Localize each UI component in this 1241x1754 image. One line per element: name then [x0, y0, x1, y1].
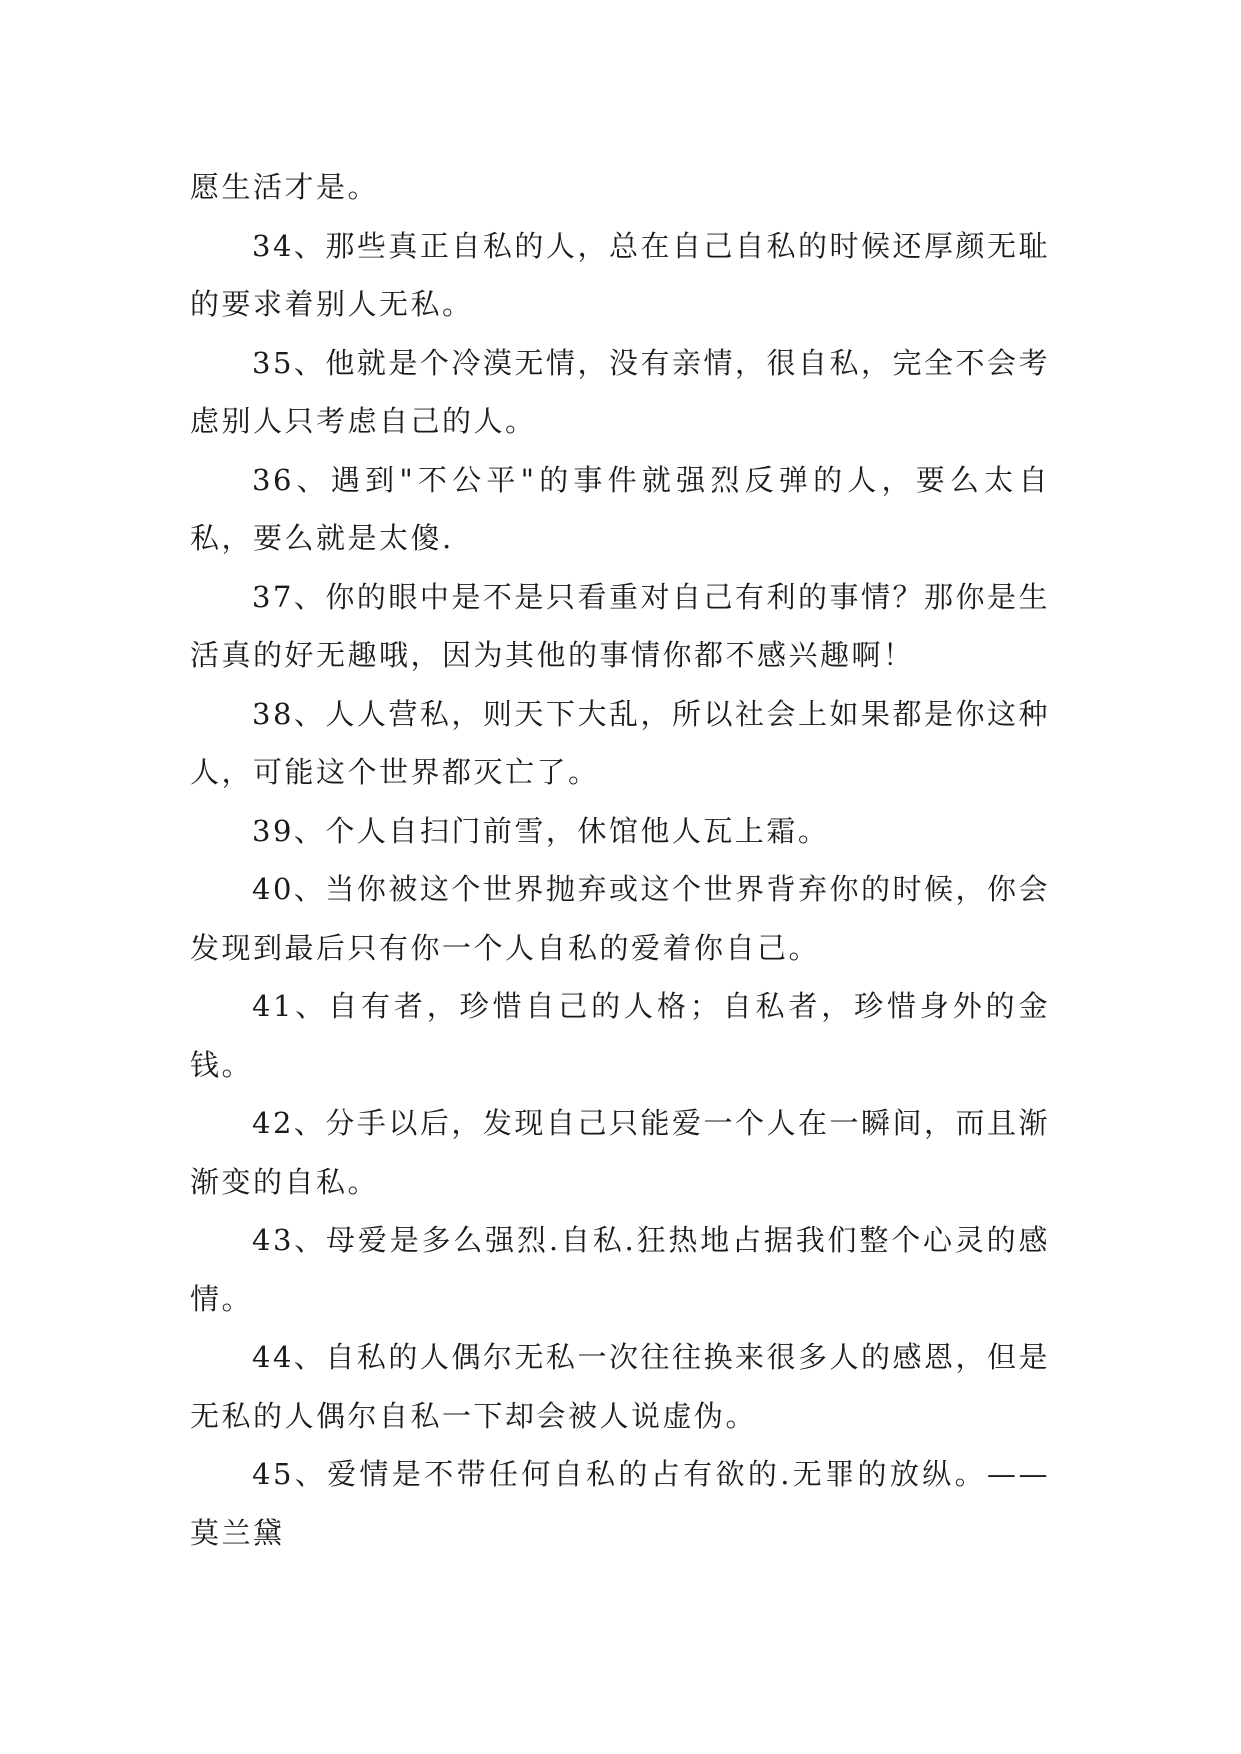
paragraph-40: 40、当你被这个世界抛弃或这个世界背弃你的时候，你会发现到最后只有你一个人自私的爱着你自己。 — [190, 872, 1050, 965]
paragraph-45: 45、爱情是不带任何自私的占有欲的.无罪的放纵。——莫兰黛 — [190, 1457, 1050, 1550]
paragraph-35: 35、他就是个冷漠无情，没有亲情，很自私，完全不会考虑别人只考虑自己的人。 — [190, 345, 1050, 438]
paragraph-44: 44、自私的人偶尔无私一次往往换来很多人的感恩，但是无私的人偶尔自私一下却会被人说虚伪。 — [190, 1340, 1050, 1433]
document-body — [190, 158, 1050, 1562]
paragraph-37: 37、你的眼中是不是只看重对自己有利的事情？那你是生活真的好无趣哦，因为其他的事情你都不感兴趣啊！ — [190, 579, 1050, 672]
paragraph-36: 36、遇到"不公平"的事件就强烈反弹的人，要么太自私，要么就是太傻. — [190, 462, 1050, 555]
paragraph-34: 34、那些真正自私的人，总在自己自私的时候还厚颜无耻的要求着别人无私。 — [190, 228, 1050, 321]
paragraph-42: 42、分手以后，发现自己只能爱一个人在一瞬间，而且渐渐变的自私。 — [190, 1106, 1050, 1199]
paragraph-38: 38、人人营私，则天下大乱，所以社会上如果都是你这种人，可能这个世界都灭亡了。 — [190, 696, 1050, 789]
paragraph-41: 41、自有者，珍惜自己的人格；自私者，珍惜身外的金钱。 — [190, 989, 1050, 1082]
paragraph-43: 43、母爱是多么强烈.自私.狂热地占据我们整个心灵的感情。 — [190, 1223, 1050, 1316]
paragraph-0: 愿生活才是。 — [190, 170, 380, 204]
paragraph-39: 39、个人自扫门前雪，休馆他人瓦上霜。 — [252, 813, 830, 848]
